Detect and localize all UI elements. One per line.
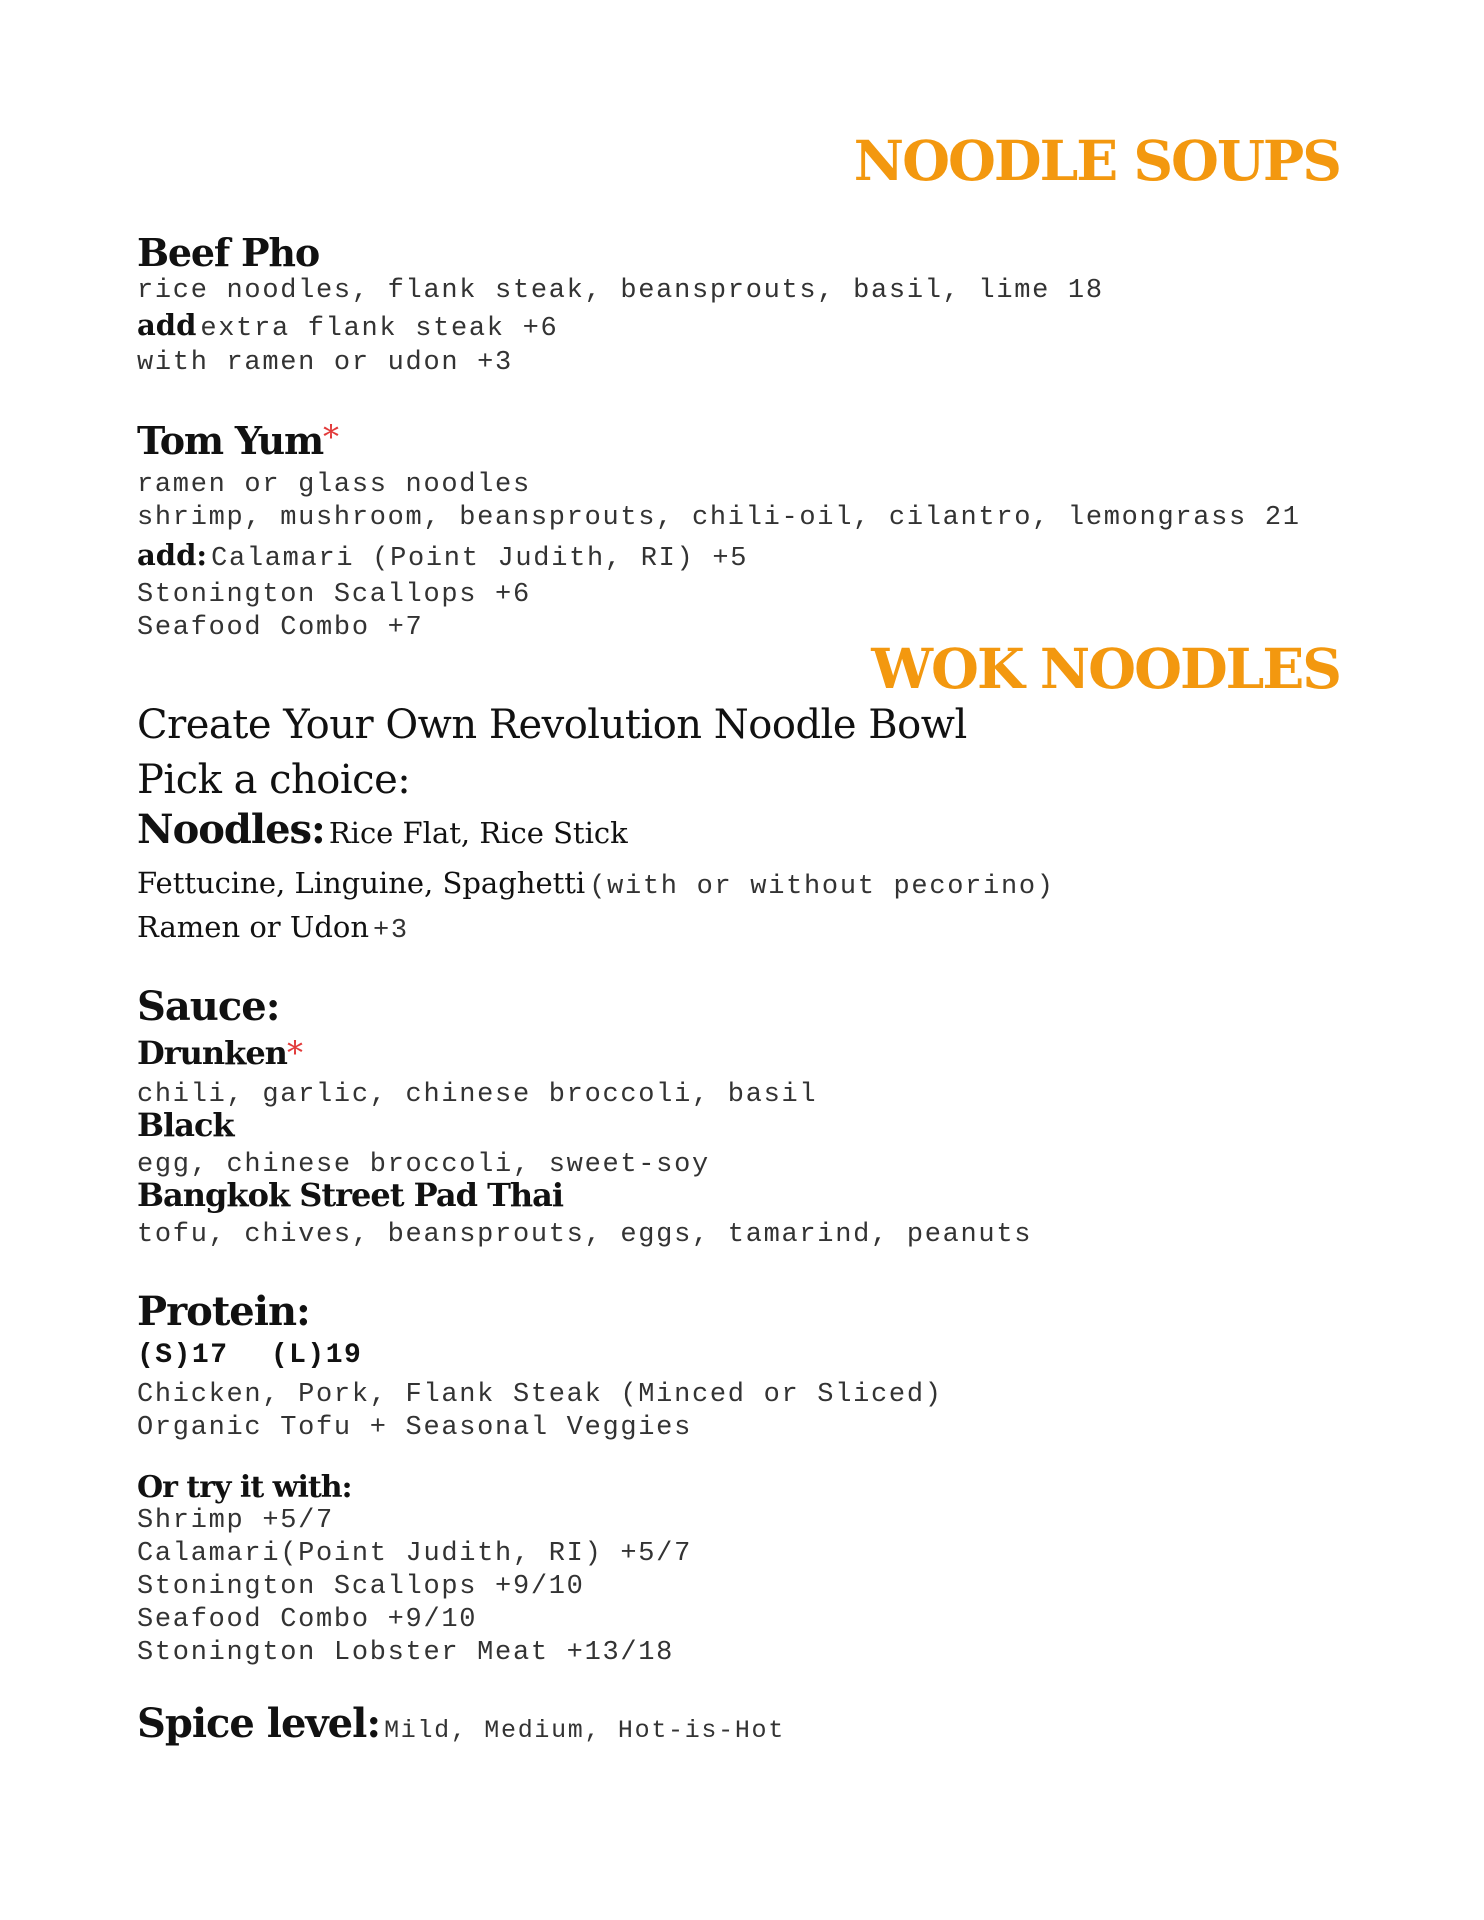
protein-prices: [137, 1340, 362, 1371]
try-item-calamari: Calamari(Point Judith, RI) +5/7: [137, 1539, 692, 1569]
try-item-shrimp: Shrimp +5/7: [137, 1506, 334, 1536]
tom-yum-add-line: [137, 538, 748, 574]
drunken-description: chili, garlic, chinese broccoli, basil: [137, 1080, 818, 1110]
tom-yum-add-1: Calamari (Point Judith, RI) +5: [211, 544, 749, 574]
protein-options-2: Organic Tofu + Seasonal Veggies: [137, 1413, 692, 1443]
protein-options-1: Chicken, Pork, Flank Steak (Minced or Sliced): [137, 1380, 943, 1410]
tom-yum-add-3: Seafood Combo +7: [137, 613, 424, 643]
spice-level-label: Spice level:: [137, 1700, 381, 1747]
noodles-options-1: Rice Flat, Rice Stick: [328, 816, 628, 850]
create-your-own-heading: Create Your Own Revolution Noodle Bowl: [137, 702, 967, 748]
sauce-black: Black: [137, 1106, 234, 1144]
add-label: add:: [137, 538, 208, 572]
beef-pho-add-text: extra flank steak +6: [200, 314, 559, 344]
noodles-label: Noodles:: [137, 806, 325, 853]
spicy-star-icon: *: [322, 418, 338, 456]
beef-pho-with-line: with ramen or udon +3: [137, 348, 513, 378]
noodles-options-2: Fettucine, Linguine, Spaghetti: [137, 866, 586, 900]
sauce-label: Sauce:: [137, 983, 280, 1030]
section-title-noodle-soups: NOODLE SOUPS: [853, 128, 1340, 193]
noodles-options-3: Ramen or Udon: [137, 910, 370, 944]
try-item-lobster: Stonington Lobster Meat +13/18: [137, 1638, 675, 1668]
add-label: add: [137, 308, 197, 342]
noodles-line-3: [137, 910, 409, 946]
sauce-drunken: [137, 1034, 302, 1072]
pasta-note: (with or without pecorino): [589, 872, 1055, 902]
ramen-upcharge: +3: [373, 916, 409, 946]
protein-label: Protein:: [137, 1288, 310, 1335]
pick-a-choice: Pick a choice:: [137, 757, 411, 803]
beef-pho-description: rice noodles, flank steak, beansprouts, basil, lime 18: [137, 276, 1104, 306]
spicy-star-icon: *: [286, 1034, 302, 1072]
noodles-line-2: [137, 866, 1055, 902]
section-title-wok-noodles: WOK NOODLES: [871, 636, 1340, 701]
tom-yum-description-2: shrimp, mushroom, beansprouts, chili-oil, cilantro, lemongrass 21: [137, 503, 1301, 533]
spice-level-line: [137, 1700, 785, 1747]
drunken-name: Drunken: [137, 1034, 287, 1072]
tom-yum-description-1: ramen or glass noodles: [137, 470, 531, 500]
try-item-seafood-combo: Seafood Combo +9/10: [137, 1605, 478, 1635]
price-small: (S)17: [137, 1340, 229, 1371]
sauce-pad-thai: Bangkok Street Pad Thai: [137, 1176, 564, 1214]
or-try-it-with-label: Or try it with:: [137, 1470, 352, 1505]
dish-name-beef-pho: Beef Pho: [137, 230, 319, 275]
pad-thai-description: tofu, chives, beansprouts, eggs, tamarind, peanuts: [137, 1220, 1033, 1250]
tom-yum-add-2: Stonington Scallops +6: [137, 580, 531, 610]
try-item-scallops: Stonington Scallops +9/10: [137, 1572, 585, 1602]
tom-yum-name: Tom Yum: [137, 418, 323, 463]
price-large: (L)19: [270, 1340, 363, 1371]
black-description: egg, chinese broccoli, sweet-soy: [137, 1150, 710, 1180]
noodles-line-1: [137, 806, 628, 853]
beef-pho-add-line: [137, 308, 558, 344]
spice-level-options: Mild, Medium, Hot-is-Hot: [384, 1716, 785, 1745]
dish-name-tom-yum: [137, 418, 338, 463]
